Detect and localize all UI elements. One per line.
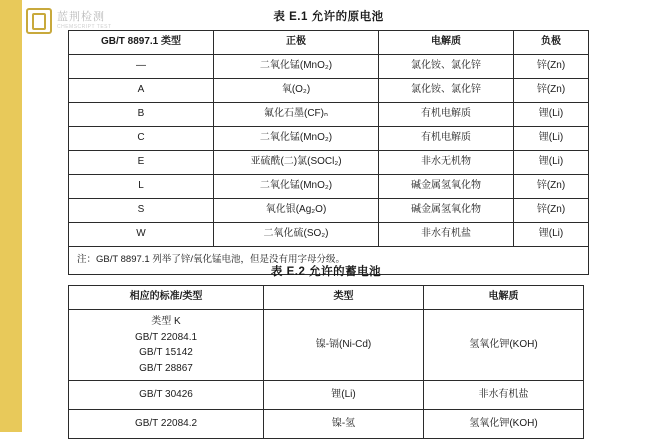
cell-electrolyte: 氯化铵、氯化锌 <box>379 79 514 103</box>
table-e1 <box>68 30 589 275</box>
column-header: 类型 <box>264 286 424 310</box>
cell-cathode: 氧(O₂) <box>214 79 379 103</box>
cell-type: C <box>69 127 214 151</box>
cell-type: W <box>69 223 214 247</box>
cell-cathode: 二氧化锰(MnO₂) <box>214 175 379 199</box>
cell-type: L <box>69 175 214 199</box>
cell-cathode: 二氧化锰(MnO₂) <box>214 127 379 151</box>
logo-icon <box>26 8 52 34</box>
cell-electrolyte: 有机电解质 <box>379 127 514 151</box>
table-row <box>69 223 589 247</box>
cell-type: A <box>69 79 214 103</box>
cell-type: B <box>69 103 214 127</box>
table-row <box>69 79 589 103</box>
table-e1-title: 表 E.1 允许的原电池 <box>273 11 384 23</box>
table-row <box>69 103 589 127</box>
column-header: 电解质 <box>379 31 514 55</box>
cell-cathode: 氟化石墨(CF)ₙ <box>214 103 379 127</box>
table-row <box>69 381 584 410</box>
cell-anode: 锂(Li) <box>514 223 589 247</box>
cell-anode: 锌(Zn) <box>514 79 589 103</box>
cell-electrolyte: 非水无机物 <box>379 151 514 175</box>
column-header: 负极 <box>514 31 589 55</box>
table-note: 注：GB/T 8897.1 列举了锌/氧化锰电池，但是没有用字母分级。 <box>69 247 589 275</box>
cell-electrolyte: 氢氧化钾(KOH) <box>424 310 584 381</box>
cell-type: 锂(Li) <box>264 381 424 410</box>
cell-electrolyte: 有机电解质 <box>379 103 514 127</box>
table-row <box>69 55 589 79</box>
table-header-row <box>69 286 584 310</box>
cell-electrolyte: 非水有机盐 <box>379 223 514 247</box>
table-row <box>69 127 589 151</box>
table-e1-block <box>68 8 589 275</box>
cell-electrolyte: 氯化铵、氯化锌 <box>379 55 514 79</box>
table-e2-title: 表 E.2 允许的蓄电池 <box>270 266 382 278</box>
column-header: 电解质 <box>424 286 584 310</box>
cell-cathode: 二氧化硫(SO₂) <box>214 223 379 247</box>
cell-electrolyte: 氢氧化钾(KOH) <box>424 410 584 439</box>
cell-type: S <box>69 199 214 223</box>
cell-standard: GB/T 22084.2 <box>69 410 264 439</box>
cell-anode: 锌(Zn) <box>514 175 589 199</box>
cell-cathode: 氧化银(Ag₂O) <box>214 199 379 223</box>
cell-standard: 类型 K GB/T 22084.1 GB/T 15142 GB/T 28867 <box>69 310 264 381</box>
table-row <box>69 151 589 175</box>
table-e2-block <box>68 263 584 439</box>
cell-electrolyte: 碱金属氢氧化物 <box>379 199 514 223</box>
table-row <box>69 410 584 439</box>
cell-electrolyte: 碱金属氢氧化物 <box>379 175 514 199</box>
table-e2 <box>68 285 584 439</box>
logo-text-cn: 蓝荆检测 <box>57 11 105 23</box>
cell-electrolyte: 非水有机盐 <box>424 381 584 410</box>
cell-type: E <box>69 151 214 175</box>
cell-standard: GB/T 30426 <box>69 381 264 410</box>
cell-anode: 锂(Li) <box>514 151 589 175</box>
watermark-bar <box>0 0 22 432</box>
cell-anode: 锂(Li) <box>514 103 589 127</box>
column-header: 正极 <box>214 31 379 55</box>
table-row <box>69 175 589 199</box>
cell-anode: 锂(Li) <box>514 127 589 151</box>
column-header: GB/T 8897.1 类型 <box>69 31 214 55</box>
cell-anode: 锌(Zn) <box>514 55 589 79</box>
cell-type: 镍-镉(Ni-Cd) <box>264 310 424 381</box>
cell-type: 镍-氢 <box>264 410 424 439</box>
cell-anode: 锌(Zn) <box>514 199 589 223</box>
cell-cathode: 二氧化锰(MnO₂) <box>214 55 379 79</box>
logo-text-en: CHEMSCRIPT TEST <box>57 24 112 30</box>
column-header: 相应的标准/类型 <box>69 286 264 310</box>
cell-type: — <box>69 55 214 79</box>
table-row <box>69 199 589 223</box>
cell-cathode: 亚硫酰(二)氯(SOCl₂) <box>214 151 379 175</box>
table-row <box>69 310 584 381</box>
table-header-row <box>69 31 589 55</box>
